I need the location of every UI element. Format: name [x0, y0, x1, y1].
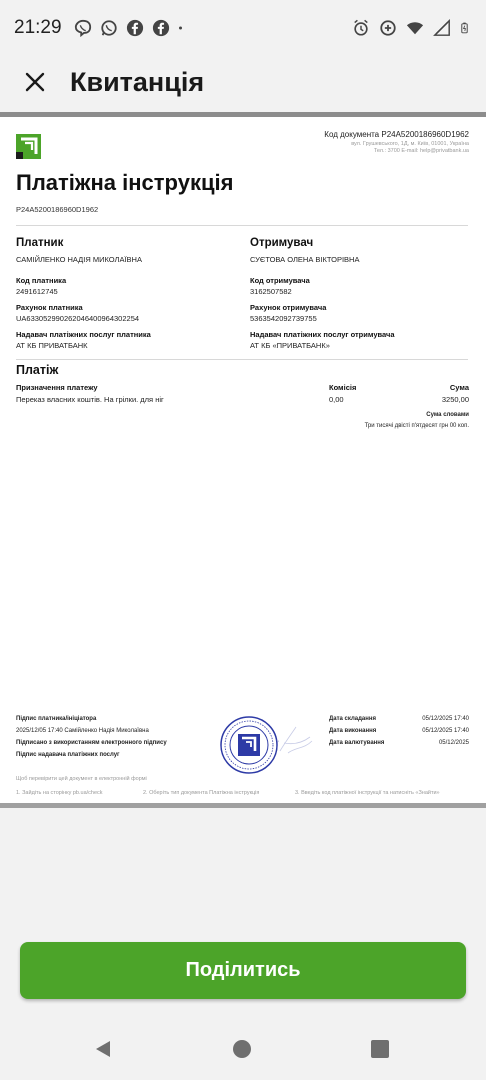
signature-scribble [278, 723, 318, 759]
dot-icon [178, 19, 188, 37]
bank-address: вул. Грушевського, 1Д, м. Київ, 01001, Україна [351, 141, 469, 147]
divider [16, 225, 468, 226]
document-code: P24A5200186960D1962 [16, 205, 99, 214]
viber-icon [74, 19, 92, 37]
privatbank-logo [16, 134, 41, 159]
payer-code-label: Код платника [16, 276, 67, 285]
executed-date-label: Дата виконання [329, 728, 377, 734]
recipient-code-value: 3162507582 [250, 287, 292, 296]
divider [16, 359, 468, 360]
recipient-account-value: 5363542092739755 [250, 314, 317, 323]
document-number: Код документа P24A5200186960D1962 [324, 130, 469, 139]
initiator-sign-label: Підпис платника/ініціатора [16, 716, 97, 722]
battery-icon [460, 19, 472, 37]
facebook-icon [152, 19, 170, 37]
page-title: Квитанція [70, 66, 205, 97]
purpose-value: Переказ власних коштів. На грілки. для ніг [16, 395, 164, 404]
payer-provider-label: Надавач платіжних послуг платника [16, 330, 151, 339]
payer-account-value: UA633052990262046400964302254 [16, 314, 140, 323]
whatsapp-icon [100, 19, 118, 37]
app-bar [0, 56, 486, 108]
payer-name: САМІЙЛЕНКО НАДІЯ МИКОЛАЇВНА [16, 255, 142, 264]
status-bar [0, 0, 486, 56]
sum-value: 3250,00 [441, 395, 469, 404]
sum-words-label: Сума словами [426, 412, 469, 418]
share-button[interactable]: Поділитись [20, 942, 466, 999]
verify-step-2: 2. Оберіть тип документа Платіжна інструкція [143, 790, 260, 796]
payer-account-label: Рахунок платника [16, 303, 83, 312]
executed-date-value: 05/12/2025 17:40 [422, 728, 469, 734]
payer-code-value: 2491612745 [16, 287, 58, 296]
wifi-icon [406, 19, 424, 37]
commission-value: 0,00 [329, 395, 344, 404]
created-date-label: Дата складання [329, 716, 377, 722]
document-bottom-edge [0, 803, 486, 808]
sum-label: Сума [449, 383, 469, 392]
verify-title: Щоб перевірити цей документ в електронній формі [16, 776, 147, 782]
created-date-value: 05/12/2025 17:40 [422, 716, 469, 722]
close-icon [24, 71, 46, 93]
system-icons [352, 19, 472, 37]
verify-step-1: 1. Зайдіть на сторінку pb.ua/check [16, 790, 103, 796]
sum-words-value: Три тисячі двісті п'ятдесят грн 00 коп. [364, 423, 469, 429]
close-button[interactable] [15, 62, 55, 102]
bank-contacts: Тел.: 3700 E-mail: help@privatbank.ua [373, 148, 469, 154]
recipient-name: СУЄТОВА ОЛЕНА ВІКТОРІВНА [250, 255, 360, 264]
recipient-code-label: Код отримувача [250, 276, 310, 285]
purpose-label: Призначення платежу [16, 383, 98, 392]
back-icon[interactable] [93, 1039, 113, 1059]
signal-icon [433, 19, 451, 37]
value-date-value: 05/12/2025 [438, 740, 469, 746]
payer-provider-value: АТ КБ ПРИВАТБАНК [16, 341, 88, 350]
commission-label: Комісія [329, 383, 357, 392]
payer-heading: Платник [16, 237, 64, 249]
facebook-icon [126, 19, 144, 37]
provider-sign-label: Підпис надавача платіжних послуг [16, 752, 120, 758]
data-saver-icon [379, 19, 397, 37]
recipient-account-label: Рахунок отримувача [250, 303, 327, 312]
document-title: Платіжна інструкція [16, 170, 234, 195]
home-icon[interactable] [233, 1040, 251, 1058]
recipient-heading: Отримувач [250, 237, 314, 249]
verify-step-3: 3. Введіть код платіжної інструкції та натисніть «Знайти» [295, 790, 440, 796]
recents-icon[interactable] [371, 1040, 389, 1058]
receipt-document [0, 117, 486, 803]
notification-icons [74, 19, 188, 37]
esign-note: Підписано з використанням електронного підпису [16, 740, 167, 746]
navigation-bar [0, 1020, 486, 1080]
recipient-provider-label: Надавач платіжних послуг отримувача [250, 330, 395, 339]
bank-stamp [219, 715, 279, 775]
recipient-provider-value: АТ КБ «ПРИВАТБАНК» [250, 341, 330, 350]
alarm-icon [352, 19, 370, 37]
status-time: 21:29 [14, 17, 62, 38]
initiator-sign-value: 2025/12/05 17:40 Самійленко Надія Миколаївна [16, 728, 149, 734]
value-date-label: Дата валютування [329, 740, 385, 746]
payment-heading: Платіж [16, 363, 59, 377]
